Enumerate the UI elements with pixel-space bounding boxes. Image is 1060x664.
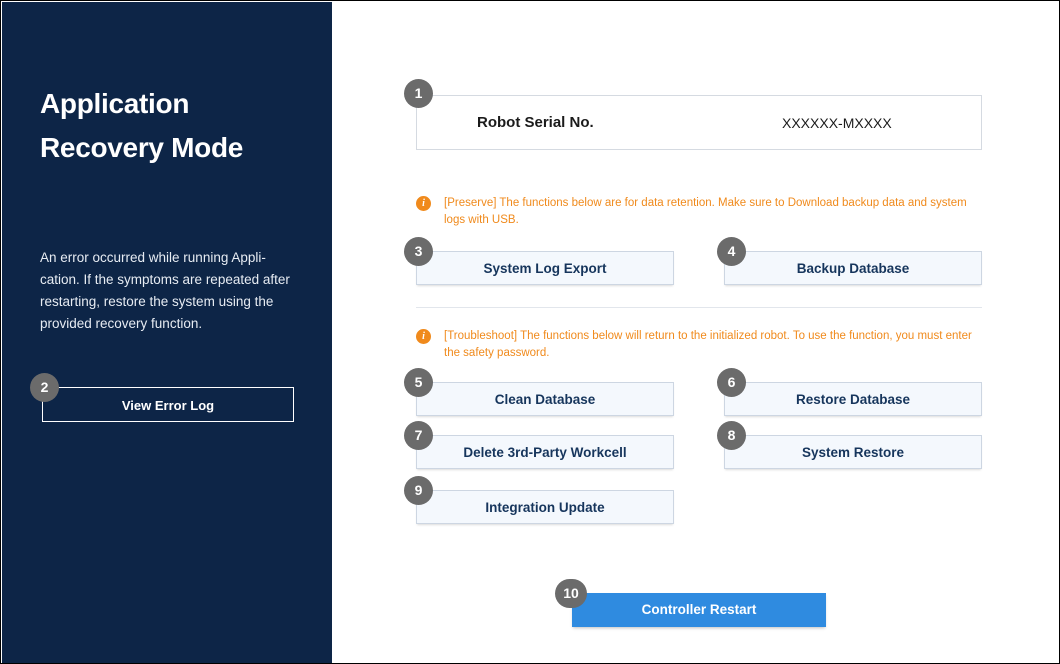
callout-badge-4: 4 [717, 237, 746, 266]
troubleshoot-note [416, 328, 976, 362]
callout-badge-3: 3 [404, 237, 433, 266]
system-restore-button[interactable]: System Restore [724, 435, 982, 469]
integration-update-button[interactable]: Integration Update [416, 490, 674, 524]
callout-badge-7: 7 [404, 421, 433, 450]
system-log-export-button[interactable]: System Log Export [416, 251, 674, 285]
controller-restart-button[interactable]: Controller Restart [572, 593, 826, 627]
robot-serial-value: XXXXXX-MXXXX [782, 115, 892, 131]
sidebar-description: An error occurred while running Appli-cation. If the symptoms are repeated after restarting, restore the system using the provided recovery function. [40, 250, 290, 331]
troubleshoot-note-text: [Troubleshoot] The functions below will return to the initialized robot. To use the function, you must enter the safety password. [444, 330, 972, 359]
callout-badge-5: 5 [404, 368, 433, 397]
callout-badge-1: 1 [404, 79, 433, 108]
preserve-note [416, 195, 976, 229]
view-error-log-button[interactable]: View Error Log [42, 387, 294, 422]
sidebar [2, 2, 332, 664]
callout-badge-10: 10 [555, 579, 587, 608]
info-icon: i [416, 196, 431, 211]
callout-badge-8: 8 [717, 421, 746, 450]
main-panel [332, 2, 1060, 664]
restore-database-button[interactable]: Restore Database [724, 382, 982, 416]
robot-serial-box [416, 95, 982, 150]
backup-database-button[interactable]: Backup Database [724, 251, 982, 285]
preserve-note-text: [Preserve] The functions below are for data retention. Make sure to Download backup data and system logs with USB. [444, 197, 967, 226]
callout-badge-6: 6 [717, 368, 746, 397]
page-title: Application Recovery Mode [40, 88, 244, 163]
callout-badge-2: 2 [30, 373, 59, 402]
section-divider [416, 307, 982, 308]
clean-database-button[interactable]: Clean Database [416, 382, 674, 416]
info-icon: i [416, 329, 431, 344]
robot-serial-label: Robot Serial No. [477, 114, 594, 131]
callout-badge-9: 9 [404, 476, 433, 505]
delete-third-party-workcell-button[interactable]: Delete 3rd-Party Workcell [416, 435, 674, 469]
